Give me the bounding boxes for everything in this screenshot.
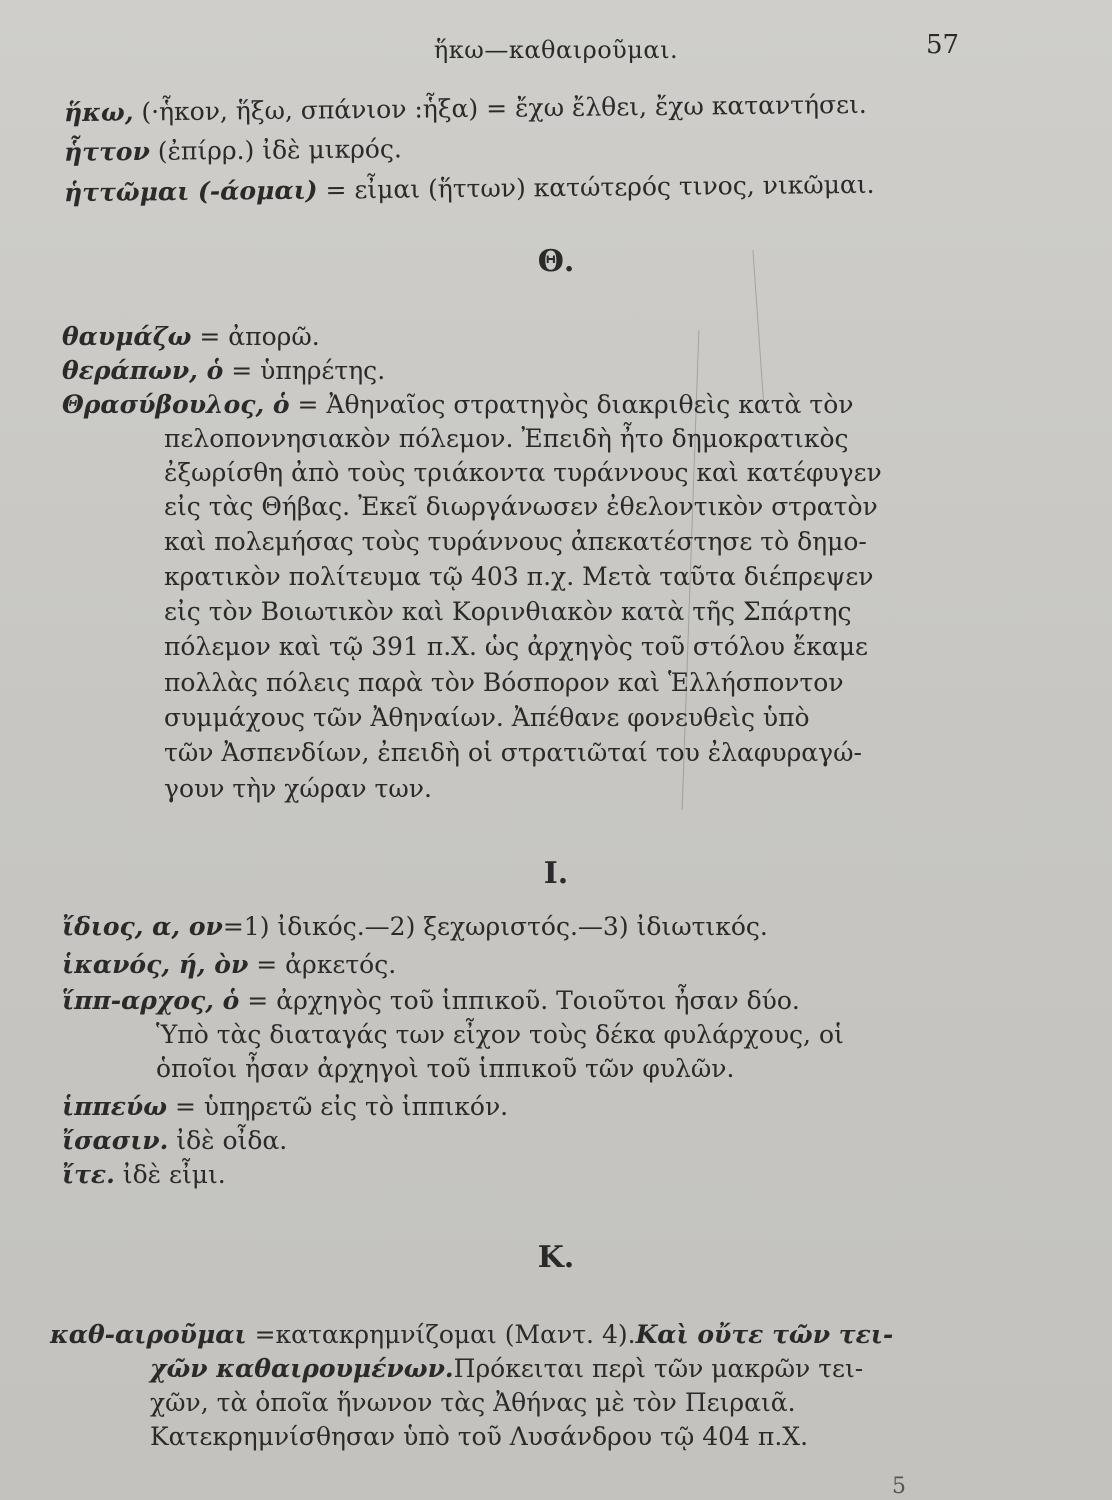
headword: ἴδιος, α, ον <box>62 912 223 941</box>
definition-line: ἐξωρίσθη ἀπὸ τοὺς τριάκοντα τυράννους καὶ κατέφυγεν <box>164 458 882 487</box>
entry-hikanos <box>62 950 396 980</box>
definition: (·ἧκον, ἥξω, σπάνιον :ἧξα) = ἔχω ἔλθει, ἔχω καταντήσει. <box>133 89 867 127</box>
entry-isasin <box>62 1126 287 1156</box>
entry-kathairoumai <box>50 1320 893 1350</box>
headword: ἵππ-αρχος, ὁ <box>62 986 240 1015</box>
definition: = εἶμαι (ἥττων) κατώτερός τινος, νικῶμαι. <box>317 169 875 205</box>
entry-heko <box>64 90 867 128</box>
definition: =κατακρημνίζομαι (Μαντ. 4). <box>246 1320 636 1349</box>
entry-etton <box>64 134 402 168</box>
quotation: χῶν καθαιρουμένων. <box>150 1354 454 1383</box>
definition-line: χῶν, τὰ ὁποῖα ἥνωνον τὰς Ἀθήνας μὲ τὸν Πειραιᾶ. <box>150 1388 796 1417</box>
entry-hipparchos <box>62 986 800 1016</box>
definition: ἰδὲ εἶμι. <box>114 1160 226 1189</box>
headword: ἴσασιν. <box>62 1126 169 1155</box>
definition: = ἀρχηγὸς τοῦ ἱππικοῦ. Τοιοῦτοι ἦσαν δύο. <box>239 986 800 1015</box>
definition-line: εἰς τὰς Θήβας. Ἐκεῖ διωργάνωσεν ἐθελοντικὸν στρατὸν <box>164 492 878 521</box>
headword: ἱκανός, ή, ὸν <box>62 950 249 979</box>
definition: = ἀρκετός. <box>248 950 397 979</box>
definition-line: Ὑπὸ τὰς διαταγάς των εἶχον τοὺς δέκα φυλάρχους, οἱ <box>156 1020 844 1049</box>
definition: = Ἀθηναῖος στρατηγὸς διακριθεὶς κατὰ τὸν <box>289 390 854 419</box>
headword: Θρασύβουλος, ὁ <box>62 390 290 419</box>
definition-line: γουν τὴν χώραν των. <box>164 774 432 803</box>
definition: = ἀπορῶ. <box>191 322 320 351</box>
entry-thrasyboulos <box>62 390 853 420</box>
definition: ἰδὲ οἶδα. <box>168 1126 288 1155</box>
page-number: 57 <box>926 30 960 60</box>
definition-line: ὁποῖοι ἦσαν ἀρχηγοὶ τοῦ ἱππικοῦ τῶν φυλῶν. <box>156 1054 735 1083</box>
quotation: Καὶ οὔτε τῶν τει- <box>635 1320 894 1349</box>
headword: ἥκω, <box>63 97 134 128</box>
definition-line: πελοποννησιακὸν πόλεμον. Ἐπειδὴ ἦτο δημοκρατικὸς <box>164 424 849 453</box>
headword: θαυμάζω <box>62 322 192 351</box>
headword: ἱππεύω <box>62 1092 168 1121</box>
corner-mark: 5 <box>892 1474 906 1499</box>
definition-line: πολλὰς πόλεις παρὰ τὸν Βόσπορον καὶ Ἑλλήσποντον <box>164 668 844 697</box>
definition-line <box>150 1354 863 1384</box>
entry-ite <box>62 1160 226 1190</box>
running-header: ἥκω—καθαιροῦμαι. <box>433 36 679 64</box>
headword: ἧττον <box>63 136 150 167</box>
entry-hippeuo <box>62 1092 508 1122</box>
section-letter-iota: Ι. <box>543 856 569 891</box>
definition: (ἐπίρρ.) ἰδὲ μικρός. <box>149 134 402 166</box>
entry-thaumazo <box>62 322 320 352</box>
definition-line: πόλεμον καὶ τῷ 391 π.Χ. ὡς ἀρχηγὸς τοῦ στόλου ἔκαμε <box>164 632 868 661</box>
section-letter-theta: Θ. <box>537 244 575 279</box>
entry-therapon <box>62 356 385 386</box>
headword: καθ-αιροῦμαι <box>50 1320 247 1349</box>
definition: = ὑπηρετῶ εἰς τὸ ἱππικόν. <box>167 1092 509 1121</box>
headword: ἴτε. <box>62 1160 115 1189</box>
definition: = ὑπηρέτης. <box>223 356 386 385</box>
definition: =1) ἰδικός.—2) ξεχωριστός.—3) ἰδιωτικός. <box>222 912 768 941</box>
section-letter-kappa: Κ. <box>537 1240 575 1275</box>
definition-line: καὶ πολεμήσας τοὺς τυράννους ἀπεκατέστησε τὸ δημο- <box>164 527 867 556</box>
definition-line: συμμάχους τῶν Ἀθηναίων. Ἀπέθανε φονευθεὶς ὑπὸ <box>164 703 810 732</box>
definition-line: εἰς τὸν Βοιωτικὸν καὶ Κορινθιακὸν κατὰ τῆς Σπάρτης <box>164 597 852 626</box>
headword: θεράπων, ὁ <box>62 356 224 385</box>
definition-line: κρατικὸν πολίτευμα τῷ 403 π.χ. Μετὰ ταῦτα διέπρεψεν <box>164 562 874 591</box>
headword: ἡττῶμαι (-άομαι) <box>63 175 318 208</box>
definition-line: Κατεκρημνίσθησαν ὑπὸ τοῦ Λυσάνδρου τῷ 404 π.Χ. <box>150 1422 809 1451</box>
entry-ettomai <box>64 170 875 208</box>
definition-line: τῶν Ἀσπενδίων, ἐπειδὴ οἱ στρατιῶταί του ἐλαφυραγώ- <box>164 738 862 767</box>
entry-idios <box>62 912 768 942</box>
definition: Πρόκειται περὶ τῶν μακρῶν τει- <box>453 1354 864 1383</box>
